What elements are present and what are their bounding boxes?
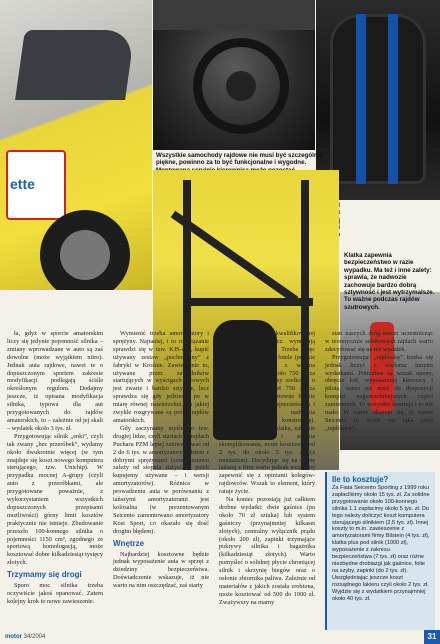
paragraph: Wymienić trzeba amortyzatory i sprężyny. Najtaniej, i to rozwiązanie sprawdzi się w tzw. KJS-ach, kupić używany zestaw „pochodzony” z fabryki w Krośnie. Zawieszenie to, używane przez zawodników startujących w wyścigach torowych jest zwarte i bardzo sztywne, lecz sprawdza się gdy jedziemy po w miarę równej nawierzchni, na jakiej zwykle rozgrywane są próby rajdów amatorskich.	[113, 330, 209, 424]
page-number: 31	[424, 630, 440, 644]
footer-issue: 34/2004	[23, 634, 46, 640]
photo-car-exterior	[0, 0, 152, 290]
subheading: Trzymamy się drogi	[7, 570, 82, 580]
text-column-3	[219, 330, 315, 607]
sponsor-sticker	[6, 150, 66, 220]
paragraph: Najbardziej kosztowne będzie jednak wyposażenie auta w sprzęt z dziedziny bezpieczeństwa. Doświadczenie wskazuje, iż nie warto na nim oszczędzać, zaś starty	[113, 550, 209, 590]
seat-belt-left	[356, 14, 366, 184]
caption-cage: Klatka zapewnia bezpieczeństwo w razie wypadku. Ma też i inne zalety: sprawia, że nadwozie zachowuje bardzo dobrą sztywność i jest wytrzymalsze. To ważne podczas rajdów szutrowych.	[344, 252, 435, 311]
seat-belt-right	[388, 14, 398, 184]
sponsor-text: ette	[10, 176, 35, 192]
steering-wheel-shape	[193, 38, 289, 134]
paragraph: Przygotowując silnik „enki”, czyli tak zwany „bez przeróbek”, wydamy około dwukrotnie więcej (w tym znajduje się koszt nowego komputera sterującego, tzw. Unichip). W przypadku mocnej A-grupy (czyli auto z przeróbkami, ale przygotowane poważnie, z wykorzystaniem wszystkich dopuszczonych przepisami możliwości) górny limit kosztów praktycznie nie istnieje. Zbudowanie przeszło 100-konnego silnika o pojemności 1150 cm³, zgodnego ze sportową homologacją, może kosztować dobre kilkadziesiąt tysięcy złotych.	[7, 432, 103, 567]
text-column-1	[7, 330, 103, 606]
paragraph: stan naszych dróg nawet uczestnicząc w teoretycznie asfaltowych rajdach warto zdecydować się na ten wydatek.	[325, 330, 433, 353]
infobox-text: Za Fiata Seicento Sporting z 1999 roku zapłaciliśmy około 15 tys. zł. Za solidne przygotowanie około 100-konnego silnika 1.1 zapłacimy około 5 tys. zł. Do tego należy doliczyć koszt komputera sterującego silnikiem (2,5 tys. zł). Innej koszty to m.in. zawieszenie z amortyzatorami firmy Bilstein (4 tys. zł), klatka plus pod silnik (1000 zł), wyposażenie z zakresu bezpieczeństwa (7 tys. zł) oraz różne niezbędne drobiazgi jak gaśnice, folie na szyby, zapinki (do 2 tys. zł). Uwzględniając jeszcze koszt rozsądnego lakieru czyli około 2 tys. zł. Wyjdzie się z wydatkiem przynajmniej około 40 tys. zł.	[332, 485, 430, 602]
car-wheel	[40, 210, 130, 290]
subheading: Wnętrze	[113, 538, 145, 548]
infobox-title: Ile to kosztuje?	[332, 475, 389, 484]
footer-brand: motor	[5, 634, 22, 640]
paragraph: w jakiejkolwiek kwalifikowanej serii zawodów wręcz wymagają takiego wyposażenia. Trzeba więc kupić dwa kubełkowe fotele (polskie Bimarco wykonane z włókna szklanego kosztują około 750 zł za sztukę) i szelkowe pasy szelkowe o szerokości 3 cali (od 750 zł za sztukę). Równie kosztowne będzie zbudowanie klatki bezpieczeństwa i obsposażenie nadwozia (wzmacniające jego konstrukcję). Zgodna z przepisami klatka, zależnie od producenta i stopnia skomplikowania, może kosztować od 2 tys. do około 5 tys. zł (z montażem). Decydując się na ofertę tańszej z firm warto jednak wcześniej zapewnić się z opiniami kolegów-rajdowców. Wszak to element, który ratuje życie.	[219, 330, 315, 496]
text-column-4	[325, 330, 433, 433]
paragraph: Przygotowując „rajdówkę” trzeba się jednak liczyć z wieloma innymi wydatkami. Potrzebne są wszak opony, obręcze kół, wyposażenie kierowcy i pilota, warto też mieć do dyspozycji komplet najpotrzebniejszych części zamiennych. To wszystko kosztuje i to nie mało. W sumie okazuje się, iż nawet Seicento to wcale nie taka tania „rajdówka”.	[325, 353, 433, 432]
cage-bar-cross	[183, 298, 313, 306]
cost-infobox	[325, 472, 435, 630]
paragraph: Gdy zaczynamy myśleć o tzw. drogiej lidze, czyli startach w rajdach Pucharu PZM lepiej zainwestować od 2 do 6 tys. w amortyzatory Bilstein z dobrymi sprężynami (cena zestawu zależy od stopnia zużycia – jeżeli kupujemy używane – i wersji amortyzatorów). Różnica w prowadzeniu auta w porównaniu z tańszymi amortyzatorami jest kolosalna (w prezentowanym Seicento zamontowano amortyzatory Kosi Sport, co okazało się dość drogim błędem).	[113, 424, 209, 535]
page-footer	[5, 634, 45, 640]
bucket-seat	[330, 14, 426, 184]
caption-steering: Wszystkie samochody rajdowe nie musi być szczególnie piękne, powinno za to być funkcjonalne i wygodne.	[156, 152, 323, 167]
paragraph: Na koniec pozostają już całkiem drobne wydatki: dwie gaśnice (po około 70 zł sztuka) lub system gaśniczy (przynajmniej kilkaset złotych), centralny wyłącznik prądu (około 200 zł), zapinki trzymające pokrywy silnika i bagażnika (kilkadziesiąt złotych). Warto pomyśleć o solidnej płycie chroniącej silnik i skrzynię biegów oraz o osłonie zbiornika paliwa. Zależnie od materiałów z jakich została zrobiona, może kosztować od 500 do 1000 zł. Zważywszy na marny	[219, 496, 315, 606]
paragraph: Sporo moc silnika trzeba oczywiście jakoś opanować. Zatem kolejny krok to nowe zawieszenie.	[7, 582, 103, 605]
dashboard	[153, 0, 315, 30]
photo-steering-wheel	[153, 0, 315, 150]
text-column-2	[113, 330, 209, 590]
car-window	[15, 30, 135, 100]
paragraph: ła, gdyż w sporcie amatorskim liczy się jedynie pojemność silnika – zmiany wprowadzane w auto są zaś dowolne (może wyjątkiem nitro). Jednak auta rajdowe, nawet te o dopuszczonym sportem zakresie modyfikacji podlegają ściśle określonym regulom. Dodajmy jeszcze, iż opisana modyfikacja silnika, typowa dla aut przygotowanych do rajdów amatorskich, to – zależnie od jej skali – wydatek około 3 tys. zł.	[7, 330, 103, 432]
